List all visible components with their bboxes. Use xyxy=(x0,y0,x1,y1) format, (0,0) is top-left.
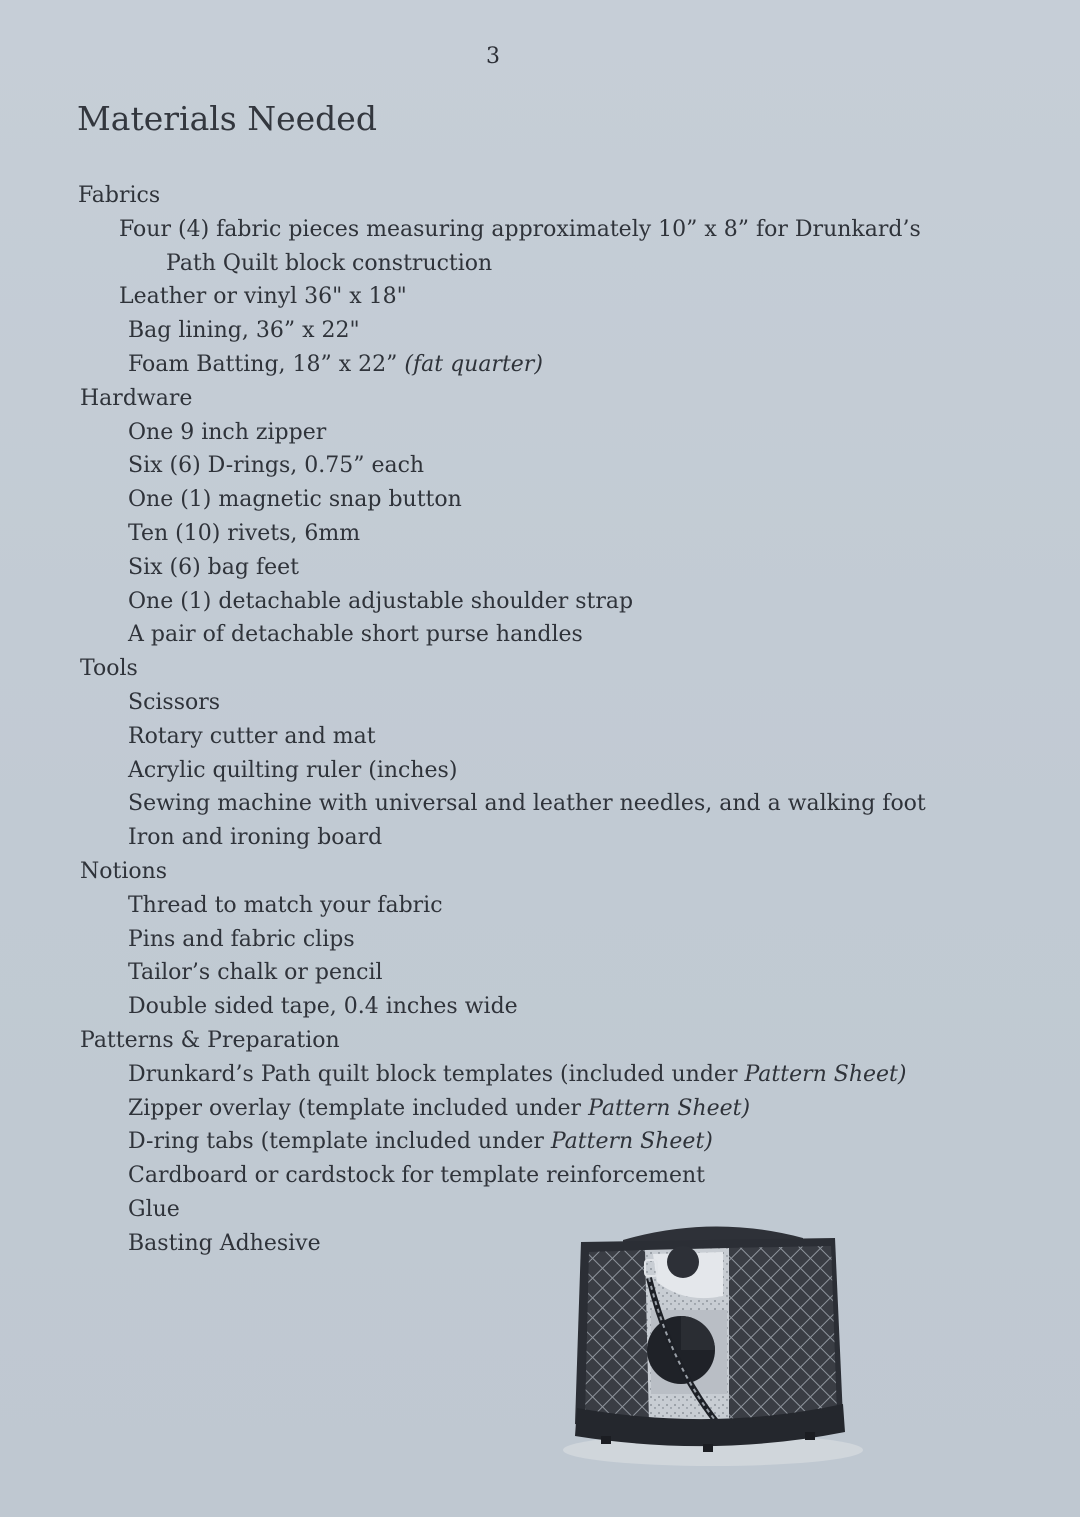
patterns-item-2-text: Zipper overlay (template included under xyxy=(128,1095,589,1121)
fabrics-item-fabric-pieces xyxy=(119,213,978,281)
patterns-item-2-italic: Pattern Sheet) xyxy=(588,1095,751,1121)
hardware-item: A pair of detachable short purse handles xyxy=(128,622,583,648)
fabrics-item-1-line-2: Path Quilt block construction xyxy=(166,250,493,276)
patterns-item-1-italic: Pattern Sheet) xyxy=(744,1061,907,1087)
patterns-item-basting: Basting Adhesive xyxy=(128,1230,321,1256)
tools-item: Acrylic quilting ruler (inches) xyxy=(128,757,458,783)
hardware-item: One 9 inch zipper xyxy=(128,419,327,445)
patterns-item-1-text: Drunkard’s Path quilt block templates (included under xyxy=(128,1061,745,1087)
section-fabrics-label: Fabrics xyxy=(78,183,161,208)
page-title: Materials Needed xyxy=(77,99,377,138)
hardware-item: Ten (10) rivets, 6mm xyxy=(128,520,361,546)
tools-item: Iron and ironing board xyxy=(128,825,383,851)
patterns-item-3-italic: Pattern Sheet) xyxy=(550,1129,713,1155)
fabrics-item-leather: Leather or vinyl 36" x 18" xyxy=(119,284,407,310)
tools-item: Sewing machine with universal and leather needles, and a walking foot xyxy=(128,791,926,817)
fabrics-item-batting-text: Foam Batting, 18” x 22” xyxy=(128,351,405,377)
section-tools-label: Tools xyxy=(80,656,138,682)
hardware-item: One (1) magnetic snap button xyxy=(128,487,462,513)
patterns-item-zipper-overlay xyxy=(128,1092,978,1126)
section-notions-label: Notions xyxy=(80,858,168,884)
patterns-item-glue: Glue xyxy=(128,1196,180,1222)
materials-list xyxy=(78,179,978,1261)
hardware-item: One (1) detachable adjustable shoulder strap xyxy=(128,588,634,614)
notions-item: Tailor’s chalk or pencil xyxy=(128,960,383,986)
fabrics-item-batting-note: (fat quarter) xyxy=(404,351,543,377)
section-hardware-label: Hardware xyxy=(80,385,193,411)
fabrics-item-1-line-1: Four (4) fabric pieces measuring approximately 10” x 8” for Drunkard’s xyxy=(119,216,921,242)
patterns-item-dring-tabs xyxy=(128,1125,978,1159)
hardware-item: Six (6) bag feet xyxy=(128,554,299,580)
fabrics-item-lining: Bag lining, 36” x 22" xyxy=(128,318,360,344)
tools-item: Rotary cutter and mat xyxy=(128,723,376,749)
patterns-item-3-text: D-ring tabs (template included under xyxy=(128,1129,551,1155)
section-patterns-label: Patterns & Preparation xyxy=(80,1027,340,1053)
page-number: 3 xyxy=(486,44,500,69)
notions-item: Thread to match your fabric xyxy=(128,892,443,918)
notions-item: Double sided tape, 0.4 inches wide xyxy=(128,994,518,1020)
patterns-item-cardboard: Cardboard or cardstock for template reinforcement xyxy=(128,1163,705,1189)
quilted-bag-illustration xyxy=(553,1218,865,1468)
patterns-item-quilt-templates xyxy=(128,1058,978,1092)
fabrics-item-batting xyxy=(128,348,978,382)
hardware-item: Six (6) D-rings, 0.75” each xyxy=(128,453,425,479)
tools-item: Scissors xyxy=(128,689,221,715)
notions-item: Pins and fabric clips xyxy=(128,926,355,952)
